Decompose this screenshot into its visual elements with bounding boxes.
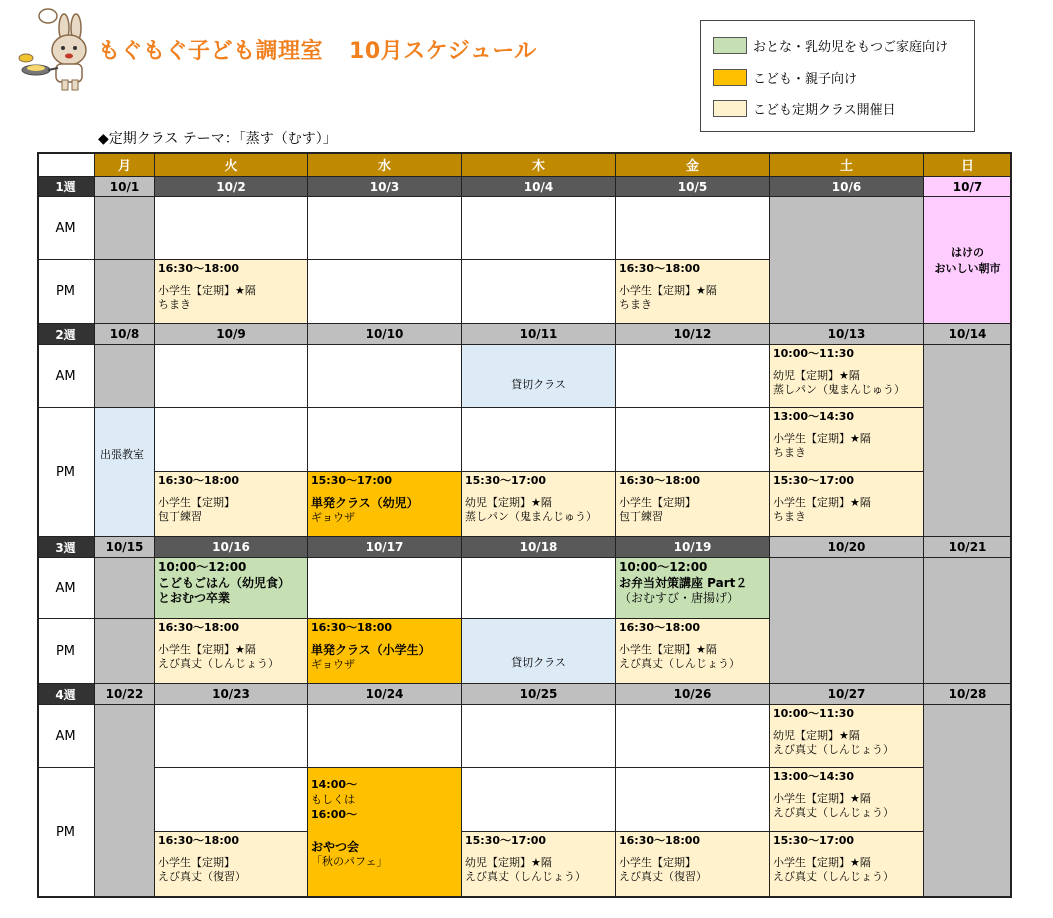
event-menu: ちまき xyxy=(773,446,806,460)
empty-slot xyxy=(616,768,770,832)
event-menu: ちまき xyxy=(773,510,806,524)
event-time: 10:00～12:00 xyxy=(619,560,708,574)
am-label: AM xyxy=(37,558,95,619)
schedule-table xyxy=(37,152,1012,898)
event-menu: ちまき xyxy=(619,298,652,312)
date-cell: 10/14 xyxy=(924,324,1012,345)
event-regular-class xyxy=(770,768,924,832)
event-regular-class xyxy=(155,472,308,537)
date-cell: 10/11 xyxy=(462,324,616,345)
event-time: 15:30～17:00 xyxy=(465,834,547,847)
event-regular-class xyxy=(770,472,924,537)
event-private-class: 貸切クラス xyxy=(462,345,616,408)
closed-cell xyxy=(924,345,1012,537)
empty-slot xyxy=(462,260,616,324)
event-menu: えび真丈（復習） xyxy=(158,870,246,884)
date-cell: 10/22 xyxy=(95,684,155,705)
event-class: 小学生【定期】★隔 xyxy=(158,642,256,656)
closed-cell xyxy=(95,197,155,260)
date-cell: 10/13 xyxy=(770,324,924,345)
day-header-thu: 木 xyxy=(462,152,616,177)
event-time: 16:30～18:00 xyxy=(158,474,240,487)
event-morning-market xyxy=(924,197,1012,324)
event-time: 13:00～14:30 xyxy=(773,770,855,783)
event-time: 10:00～11:30 xyxy=(773,347,855,360)
empty-slot xyxy=(308,197,462,260)
event-menu: えび真丈（復習） xyxy=(619,870,707,884)
event-time: 14:00～ xyxy=(311,778,358,791)
event-regular-class xyxy=(616,260,770,324)
event-snack-party xyxy=(308,768,462,898)
date-cell: 10/10 xyxy=(308,324,462,345)
closed-cell xyxy=(95,558,155,619)
pm-label: PM xyxy=(37,408,95,537)
date-cell: 10/25 xyxy=(462,684,616,705)
date-cell: 10/21 xyxy=(924,537,1012,558)
event-class: 幼児【定期】★隔 xyxy=(773,728,860,742)
event-time: 16:30～18:00 xyxy=(619,834,701,847)
event-class: 単発クラス（小学生） xyxy=(311,642,431,657)
pm-label: PM xyxy=(37,260,95,324)
legend-item-kids xyxy=(713,67,857,87)
event-class: 小学生【定期】★隔 xyxy=(158,283,256,297)
legend-label: こども・親子向け xyxy=(753,71,858,87)
pm-label: PM xyxy=(37,768,95,898)
event-regular-class xyxy=(616,472,770,537)
closed-cell xyxy=(95,705,155,898)
event-time: 16:30～18:00 xyxy=(158,621,240,634)
event-menu: えび真丈（しんじょう） xyxy=(773,743,894,757)
event-menu: とおむつ卒業 xyxy=(158,590,231,605)
date-cell: 10/8 xyxy=(95,324,155,345)
empty-slot xyxy=(308,408,462,472)
empty-slot xyxy=(155,768,308,832)
event-menu: えび真丈（しんじょう） xyxy=(619,657,740,671)
event-menu: 「秋のパフェ」 xyxy=(311,854,388,868)
date-cell: 10/15 xyxy=(95,537,155,558)
event-time: 16:30～18:00 xyxy=(619,474,701,487)
page-title xyxy=(98,34,537,65)
event-time: 15:30～17:00 xyxy=(465,474,547,487)
empty-slot xyxy=(155,345,308,408)
empty-slot xyxy=(308,260,462,324)
event-class: 小学生【定期】★隔 xyxy=(619,642,717,656)
event-time: 16:00～ xyxy=(311,807,358,821)
date-cell: 10/28 xyxy=(924,684,1012,705)
event-regular-class xyxy=(770,832,924,898)
event-class: 幼児【定期】★隔 xyxy=(465,495,552,509)
event-regular-class xyxy=(770,705,924,768)
event-private-class: 貸切クラス xyxy=(462,619,616,684)
event-regular-class xyxy=(155,619,308,684)
legend-label: こども定期クラス開催日 xyxy=(753,102,896,118)
event-family-class xyxy=(616,558,770,619)
empty-slot xyxy=(616,408,770,472)
event-class: 小学生【定期】 xyxy=(619,855,696,869)
event-class: 小学生【定期】 xyxy=(158,495,235,509)
date-cell: 10/7 xyxy=(924,177,1012,197)
closed-cell xyxy=(95,260,155,324)
day-header-sun: 日 xyxy=(924,152,1012,177)
date-cell: 10/27 xyxy=(770,684,924,705)
date-cell: 10/16 xyxy=(155,537,308,558)
date-cell: 10/9 xyxy=(155,324,308,345)
empty-slot xyxy=(462,197,616,260)
date-cell: 10/4 xyxy=(462,177,616,197)
empty-slot xyxy=(462,768,616,832)
event-menu: 包丁練習 xyxy=(619,510,663,524)
event-regular-class xyxy=(616,832,770,898)
event-menu: 包丁練習 xyxy=(158,510,202,524)
event-regular-class xyxy=(616,619,770,684)
event-menu: えび真丈（しんじょう） xyxy=(158,657,279,671)
event-class: こどもごはん（幼児食） xyxy=(158,575,291,590)
date-cell: 10/23 xyxy=(155,684,308,705)
pm-label: PM xyxy=(37,619,95,684)
rabbit-chef-mascot-icon xyxy=(14,8,96,94)
event-class: 小学生【定期】 xyxy=(158,855,235,869)
empty-slot xyxy=(308,345,462,408)
am-label: AM xyxy=(37,345,95,408)
title-month: 10月スケジュール xyxy=(349,39,537,64)
event-menu: ギョウザ xyxy=(311,511,355,525)
event-time: 16:30～18:00 xyxy=(311,621,393,634)
closed-cell xyxy=(924,705,1012,898)
empty-slot xyxy=(308,558,462,619)
event-regular-class xyxy=(770,408,924,472)
closed-cell xyxy=(95,619,155,684)
event-time: 10:00～11:30 xyxy=(773,707,855,720)
event-class: お弁当対策講座 Part２ xyxy=(619,575,748,590)
event-class: 小学生【定期】 xyxy=(619,495,696,509)
legend-label: おとな・乳幼児をもつご家庭向け xyxy=(753,39,949,55)
event-time: 10:00～12:00 xyxy=(158,560,247,574)
event-class: 小学生【定期】★隔 xyxy=(619,283,717,297)
event-regular-class xyxy=(770,345,924,408)
day-header-sat: 土 xyxy=(770,152,924,177)
event-class: 幼児【定期】★隔 xyxy=(773,368,860,382)
event-time: 16:30～18:00 xyxy=(158,834,240,847)
closed-cell xyxy=(770,558,924,684)
day-header-fri: 金 xyxy=(616,152,770,177)
week-label: 1週 xyxy=(37,177,95,197)
event-regular-class xyxy=(462,832,616,898)
event-menu: 蒸しパン（鬼まんじゅう） xyxy=(773,383,905,397)
date-cell: 10/12 xyxy=(616,324,770,345)
date-cell: 10/6 xyxy=(770,177,924,197)
date-cell: 10/26 xyxy=(616,684,770,705)
day-header-mon: 月 xyxy=(95,152,155,177)
event-class: 小学生【定期】★隔 xyxy=(773,855,871,869)
date-cell: 10/5 xyxy=(616,177,770,197)
event-regular-class xyxy=(462,472,616,537)
legend-swatch-green xyxy=(713,37,747,54)
event-class: 小学生【定期】★隔 xyxy=(773,791,871,805)
closed-cell xyxy=(770,197,924,324)
event-class: 小学生【定期】★隔 xyxy=(773,495,871,509)
event-single-class xyxy=(308,472,462,537)
date-cell: 10/3 xyxy=(308,177,462,197)
day-header-wed: 水 xyxy=(308,152,462,177)
date-cell: 10/2 xyxy=(155,177,308,197)
legend-swatch-cream xyxy=(713,100,747,117)
event-time: 15:30～17:00 xyxy=(311,474,393,487)
empty-slot xyxy=(616,345,770,408)
title-main: もぐもぐ子ども調理室 xyxy=(98,39,324,64)
empty-slot xyxy=(155,197,308,260)
am-label: AM xyxy=(37,197,95,260)
week-label: 4週 xyxy=(37,684,95,705)
empty-slot xyxy=(462,558,616,619)
event-line: はけの xyxy=(951,246,984,259)
legend xyxy=(700,20,975,132)
date-cell: 10/20 xyxy=(770,537,924,558)
day-header-tue: 火 xyxy=(155,152,308,177)
closed-cell xyxy=(924,558,1012,684)
event-menu: えび真丈（しんじょう） xyxy=(465,870,586,884)
legend-item-regular xyxy=(713,98,896,118)
closed-cell xyxy=(95,345,155,408)
event-regular-class xyxy=(155,260,308,324)
event-menu: （おむすび・唐揚げ） xyxy=(619,590,740,605)
empty-slot xyxy=(155,705,308,768)
class-theme: ◆定期クラス テーマ：「蒸す（むす）」 xyxy=(98,131,337,147)
event-family-class xyxy=(155,558,308,619)
event-regular-class xyxy=(155,832,308,898)
empty-slot xyxy=(462,705,616,768)
event-or: もしくは xyxy=(311,792,355,806)
event-time: 16:30～18:00 xyxy=(158,262,240,275)
am-label: AM xyxy=(37,705,95,768)
event-menu: ちまき xyxy=(158,298,191,312)
event-menu: えび真丈（しんじょう） xyxy=(773,806,894,820)
event-class: 小学生【定期】★隔 xyxy=(773,431,871,445)
event-time: 15:30～17:00 xyxy=(773,474,855,487)
empty-slot xyxy=(155,408,308,472)
date-cell: 10/17 xyxy=(308,537,462,558)
empty-slot xyxy=(616,705,770,768)
event-time: 16:30～18:00 xyxy=(619,262,701,275)
event-line: おいしい朝市 xyxy=(934,262,1001,275)
date-cell: 10/1 xyxy=(95,177,155,197)
event-outreach-class: 出張教室 xyxy=(95,408,155,537)
event-class: 幼児【定期】★隔 xyxy=(465,855,552,869)
event-menu: ギョウザ xyxy=(311,658,355,672)
legend-item-family xyxy=(713,35,948,55)
event-class: おやつ会 xyxy=(311,839,360,854)
event-single-class xyxy=(308,619,462,684)
event-class: 単発クラス（幼児） xyxy=(311,495,419,510)
corner-cell xyxy=(37,152,95,177)
date-cell: 10/18 xyxy=(462,537,616,558)
event-time: 16:30～18:00 xyxy=(619,621,701,634)
week-label: 3週 xyxy=(37,537,95,558)
date-cell: 10/24 xyxy=(308,684,462,705)
week-label: 2週 xyxy=(37,324,95,345)
empty-slot xyxy=(616,197,770,260)
empty-slot xyxy=(308,705,462,768)
empty-slot xyxy=(462,408,616,472)
event-time: 15:30～17:00 xyxy=(773,834,855,847)
date-cell: 10/19 xyxy=(616,537,770,558)
event-menu: 蒸しパン（鬼まんじゅう） xyxy=(465,510,597,524)
legend-swatch-orange xyxy=(713,69,747,86)
event-time: 13:00～14:30 xyxy=(773,410,855,423)
event-menu: えび真丈（しんじょう） xyxy=(773,870,894,884)
